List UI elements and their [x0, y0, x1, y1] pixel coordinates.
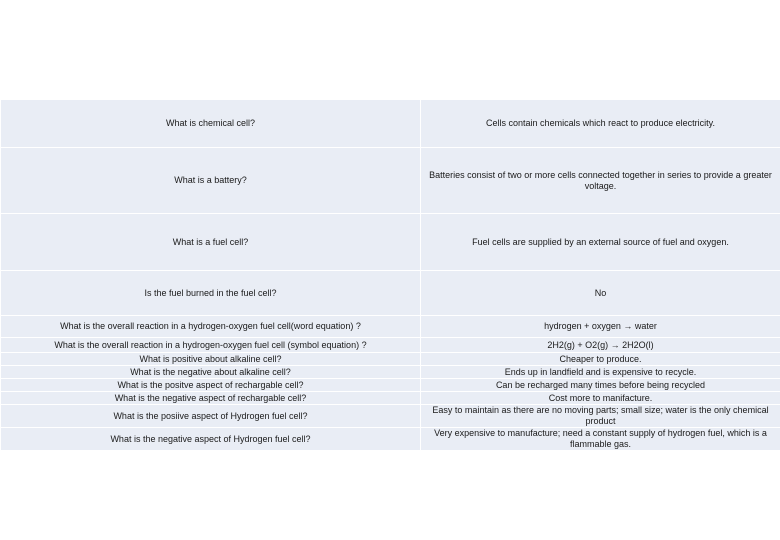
question-cell: Is the fuel burned in the fuel cell? [1, 271, 421, 316]
question-cell: What is positive about alkaline cell? [1, 353, 421, 366]
question-cell: What is the negative about alkaline cell? [1, 366, 421, 379]
answer-cell: 2H2(g) + O2(g) → 2H2O(l) [421, 338, 780, 353]
answer-cell: Fuel cells are supplied by an external source of fuel and oxygen. [421, 214, 780, 271]
answer-cell: Very expensive to manufacture; need a constant supply of hydrogen fuel, which is a flammable gas. [421, 428, 780, 451]
table-row [1, 214, 780, 271]
table-row [1, 316, 780, 338]
question-cell: What is a battery? [1, 148, 421, 214]
answer-cell: Easy to maintain as there are no moving parts; small size; water is the only chemical product [421, 405, 780, 428]
answer-cell: Cheaper to produce. [421, 353, 780, 366]
question-cell: What is a fuel cell? [1, 214, 421, 271]
question-cell: What is the overall reaction in a hydrogen-oxygen fuel cell (symbol equation) ? [1, 338, 421, 353]
question-cell: What is the positve aspect of rechargable cell? [1, 379, 421, 392]
answer-cell: Can be recharged many times before being recycled [421, 379, 780, 392]
table-row [1, 405, 780, 428]
answer-cell: hydrogen + oxygen → water [421, 316, 780, 338]
table-row [1, 392, 780, 405]
table-row [1, 366, 780, 379]
answer-cell: Batteries consist of two or more cells connected together in series to provide a greater voltage. [421, 148, 780, 214]
question-cell: What is the negative aspect of rechargable cell? [1, 392, 421, 405]
table-row [1, 338, 780, 353]
answer-cell: Ends up in landfield and is expensive to recycle. [421, 366, 780, 379]
qa-table [0, 99, 780, 451]
question-cell: What is the overall reaction in a hydrogen-oxygen fuel cell(word equation) ? [1, 316, 421, 338]
table-row [1, 379, 780, 392]
table-row [1, 271, 780, 316]
question-cell: What is the negative aspect of Hydrogen fuel cell? [1, 428, 421, 451]
question-cell: What is chemical cell? [1, 100, 421, 148]
table-row [1, 148, 780, 214]
answer-cell: Cells contain chemicals which react to produce electricity. [421, 100, 780, 148]
table-row [1, 428, 780, 451]
table-row [1, 353, 780, 366]
question-cell: What is the posiive aspect of Hydrogen fuel cell? [1, 405, 421, 428]
answer-cell: Cost more to manifacture. [421, 392, 780, 405]
table-row [1, 100, 780, 148]
answer-cell: No [421, 271, 780, 316]
